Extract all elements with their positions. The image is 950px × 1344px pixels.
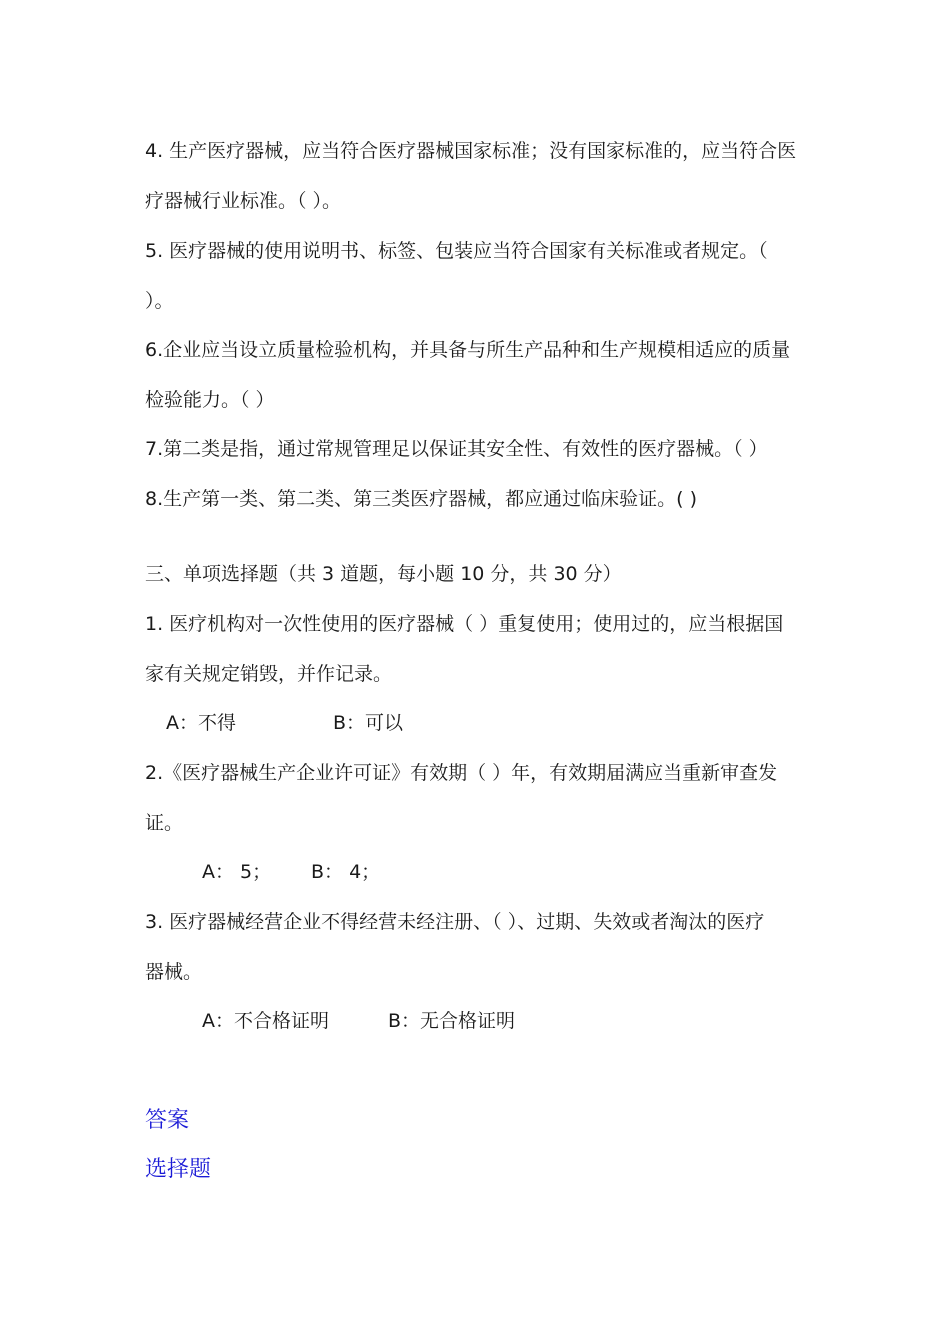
q1-line1: 1. 医疗机构对一次性使用的医疗器械（ ）重复使用；使用过的，应当根据国	[145, 613, 784, 635]
judgement-q5-line2: ）。	[145, 290, 174, 312]
q2-line2: 证。	[145, 812, 184, 834]
judgement-q6-line2: 检验能力。（ ）	[145, 389, 275, 411]
choice-questions-heading: 选择题	[145, 1157, 212, 1182]
section-title: 三、单项选择题（共 3 道题，每小题 10 分，共 30 分）	[145, 563, 622, 585]
q2-option-a: A： 5；	[202, 861, 272, 883]
judgement-q8-line1: 8.生产第一类、第二类、第三类医疗器械，都应通过临床验证。( )	[145, 488, 697, 510]
judgement-q7-line1: 7.第二类是指，通过常规管理足以保证其安全性、有效性的医疗器械。（ ）	[145, 438, 768, 460]
q3-option-a: A：不合格证明	[202, 1010, 329, 1032]
q1-option-a: A：不得	[166, 712, 236, 734]
answers-heading: 答案	[145, 1108, 190, 1133]
judgement-q5-line1: 5. 医疗器械的使用说明书、标签、包装应当符合国家有关标准或者规定。（	[145, 240, 768, 262]
q2-line1: 2.《医疗器械生产企业许可证》有效期（ ）年，有效期届满应当重新审查发	[145, 762, 778, 784]
q1-line2: 家有关规定销毁，并作记录。	[145, 663, 393, 685]
q2-option-b: B： 4；	[311, 861, 381, 883]
judgement-q4-line2: 疗器械行业标准。（ ）。	[145, 190, 342, 212]
q3-option-b: B：无合格证明	[388, 1010, 516, 1032]
judgement-q4-line1: 4. 生产医疗器械，应当符合医疗器械国家标准；没有国家标准的，应当符合医	[145, 140, 797, 162]
q3-line2: 器械。	[145, 961, 203, 983]
q3-line1: 3. 医疗器械经营企业不得经营未经注册、（ ）、过期、失效或者淘汰的医疗	[145, 911, 765, 933]
judgement-q6-line1: 6.企业应当设立质量检验机构，并具备与所生产品种和生产规模相适应的质量	[145, 339, 791, 361]
q1-option-b: B：可以	[333, 712, 404, 734]
